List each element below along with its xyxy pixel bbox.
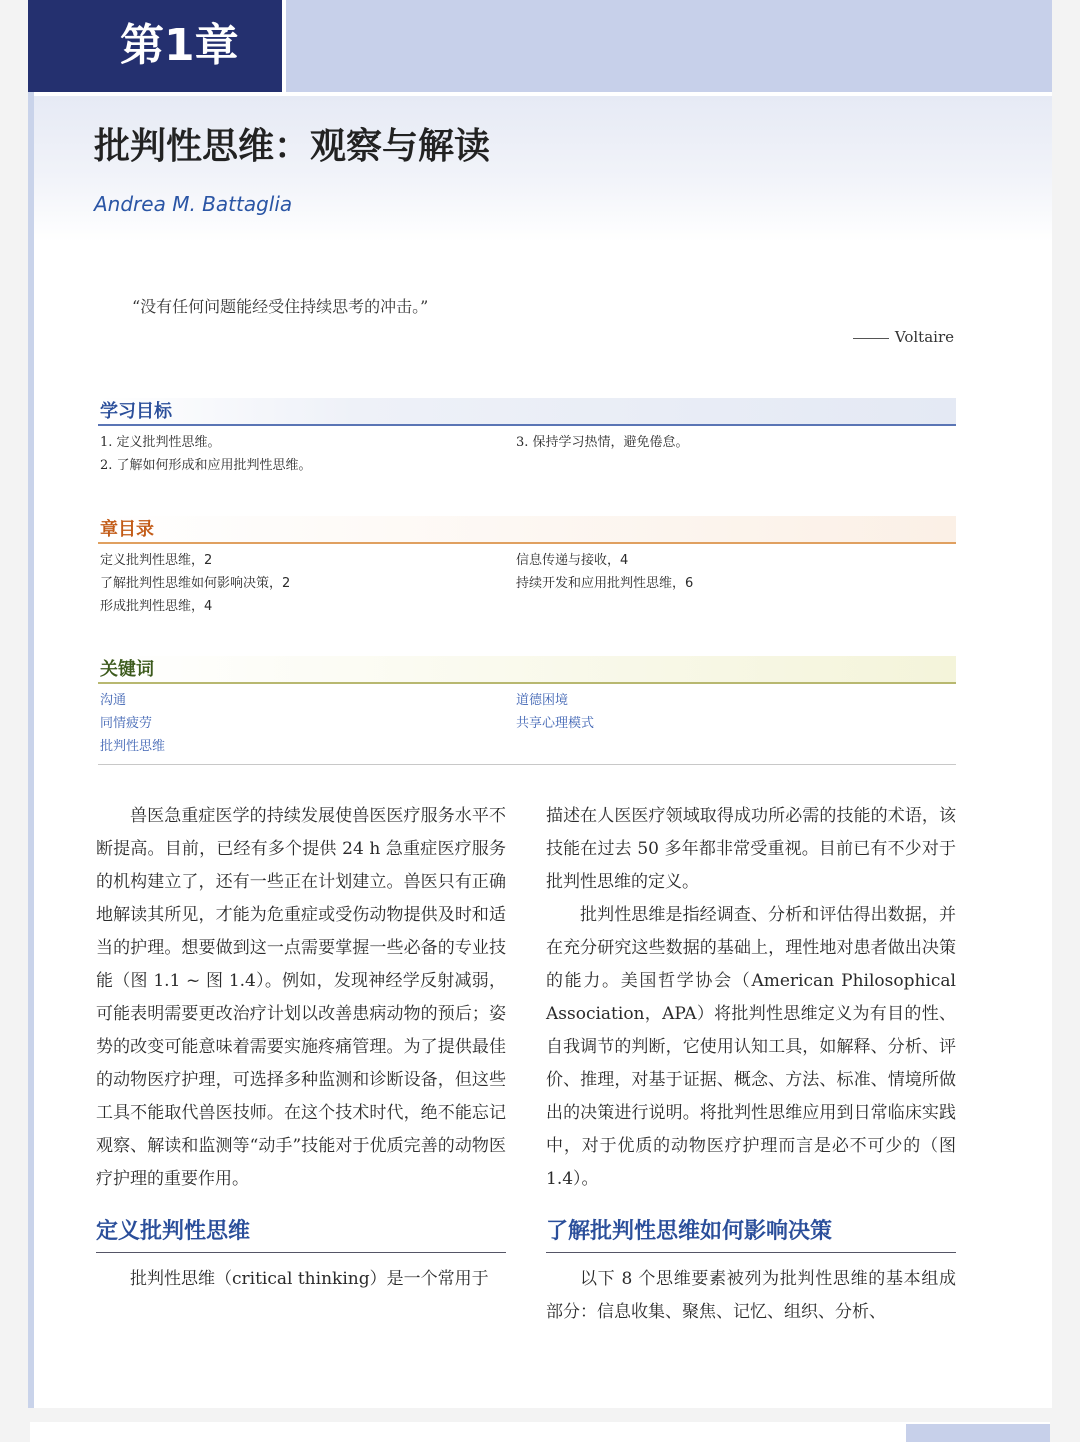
book-page [28, 0, 1052, 1408]
chapter-toc-heading: 章目录 [98, 516, 956, 544]
body-paragraph: 兽医急重症医学的持续发展使兽医医疗服务水平不断提高。目前，已经有多个提供 24 h 急重症医疗服务的机构建立了，还有一些正在计划建立。兽医只有正确地解读其所见，才能为危重症或受伤动物提供及时和适当的护理。想要做到这一点需要掌握一些必备的专业技能（图 1.1 ~ 图 1.4）。例如，发现神经学反射减弱，可能表明需要更改治疗计划以改善患病动物的预后；姿势的改变可能意味着需要实施疼痛管理。为了提供最佳的动物医疗护理，可选择多种监测和诊断设备，但这些工具不能取代兽医技师。在这个技术时代，绝不能忘记观察、解读和监测等“动手”技能对于优质完善的动物医疗护理的重要作用。 [96, 806, 506, 1189]
keywords-box [98, 656, 956, 765]
keyword-item[interactable]: 道德困境 [516, 693, 569, 708]
attribution-text: Voltaire [894, 328, 954, 346]
body-column-right [546, 800, 956, 1329]
objective-item: 3. 保持学习热情，避免倦怠。 [516, 435, 689, 450]
learning-objectives-box [98, 398, 956, 475]
header-top-bar [286, 0, 1052, 92]
learning-objectives-heading: 学习目标 [98, 398, 956, 426]
section-title-define: 定义批判性思维 [96, 1216, 506, 1253]
toc-item[interactable]: 形成批判性思维，4 [100, 599, 213, 614]
epigraph-quote: “没有任何问题能经受住持续思考的冲击。” [132, 297, 429, 316]
body-paragraph: 批判性思维（critical thinking）是一个常用于 [130, 1269, 489, 1289]
learning-objectives-list [98, 426, 956, 475]
next-page-strip [30, 1422, 1050, 1442]
body-paragraph: 描述在人医医疗领域取得成功所必需的技能的术语，该技能在过去 50 多年都非常受重视。目前已有不少对于批判性思维的定义。 [546, 806, 956, 892]
keyword-item[interactable]: 共享心理模式 [516, 716, 595, 731]
epigraph-attribution [853, 328, 954, 346]
chapter-toc-list [98, 544, 956, 616]
keyword-item[interactable]: 沟通 [100, 693, 127, 708]
chapter-toc-box [98, 516, 956, 616]
keyword-item[interactable]: 同情疲劳 [100, 716, 153, 731]
toc-item[interactable]: 持续开发和应用批判性思维，6 [516, 576, 694, 591]
chapter-tab: 第1章 [28, 0, 282, 92]
toc-item[interactable]: 了解批判性思维如何影响决策，2 [100, 576, 291, 591]
author-name: Andrea M. Battaglia [94, 192, 293, 216]
body-paragraph: 批判性思维是指经调查、分析和评估得出数据，并在充分研究这些数据的基础上，理性地对患者做出决策的能力。美国哲学协会（American Philosophical Association，APA）将批判性思维定义为有目的性、自我调节的判断，它使用认知工具，如解释、分析、评价、推理，对基于证据、概念、方法、标准、情境所做出的决策进行说明。将批判性思维应用到日常临床实践中，对于优质的动物医疗护理而言是必不可少的（图 1.4）。 [546, 905, 956, 1189]
objective-item: 2. 了解如何形成和应用批判性思维。 [100, 458, 312, 473]
toc-item[interactable]: 信息传递与接收，4 [516, 553, 629, 568]
keywords-list [98, 684, 956, 765]
left-margin-bar [28, 92, 34, 1408]
section-title-decision: 了解批判性思维如何影响决策 [546, 1216, 956, 1253]
chapter-title: 批判性思维：观察与解读 [94, 126, 491, 167]
toc-item[interactable]: 定义批判性思维，2 [100, 553, 213, 568]
body-column-left [96, 800, 506, 1296]
attribution-dash [853, 338, 889, 339]
keyword-item[interactable]: 批判性思维 [100, 739, 166, 754]
body-paragraph: 以下 8 个思维要素被列为批判性思维的基本组成部分：信息收集、聚焦、记忆、组织、分析、 [546, 1269, 956, 1322]
keywords-heading: 关键词 [98, 656, 956, 684]
next-page-header-block [906, 1424, 1050, 1442]
objective-item: 1. 定义批判性思维。 [100, 435, 221, 450]
